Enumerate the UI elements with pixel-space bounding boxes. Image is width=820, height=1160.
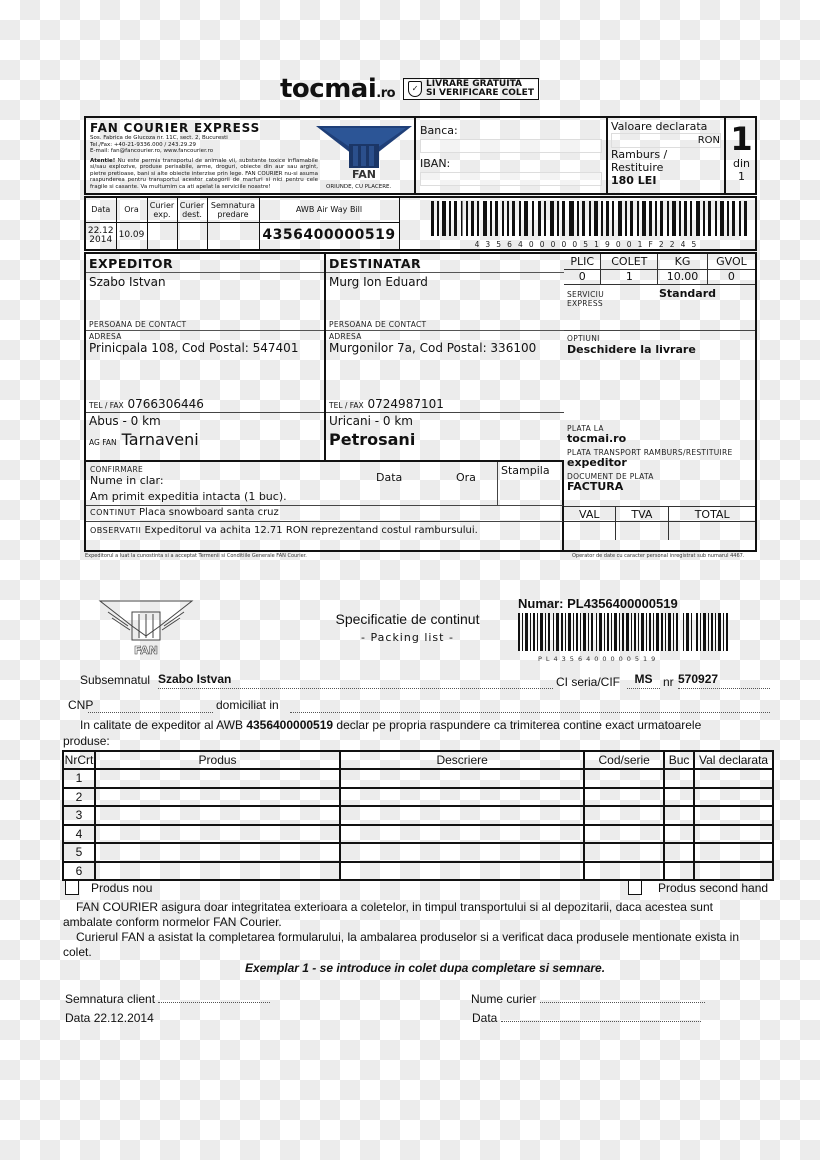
awb-parties-row xyxy=(84,252,757,552)
totals-header-val: VAL xyxy=(564,507,615,522)
notes-value: Expeditorul va achita 12.71 RON reprezentand costul rambursului. xyxy=(144,525,478,536)
statement-awb: 4356400000519 xyxy=(246,718,334,732)
totals-tva xyxy=(615,522,669,540)
packing-list-number: Numar: PL4356400000519 xyxy=(518,596,678,611)
header-awb: AWB Air Way Bill xyxy=(259,198,399,222)
table-row: 6 xyxy=(63,862,773,881)
second-hand-checkbox[interactable] xyxy=(628,880,642,899)
parcel-of-label: din xyxy=(732,157,750,170)
header-curier-dest: Curier dest. xyxy=(177,198,207,222)
package-header-plic: PLIC xyxy=(564,254,601,269)
disclaimer-1: FAN COURIER asigura doar integritatea exterioara a coletelor, in timpul transportului si al depozitarii, daca acestea sunt xyxy=(76,900,713,914)
contents-row xyxy=(86,505,564,521)
package-header-kg: KG xyxy=(658,254,708,269)
new-product-checkbox[interactable] xyxy=(65,880,79,899)
iban-field[interactable] xyxy=(420,172,602,186)
packing-list-barcode-digits: PL4356400000519 xyxy=(538,655,660,663)
col-cod-serie: Cod/serie xyxy=(584,751,664,769)
notes-label: OBSERVATII xyxy=(90,526,142,535)
bank-field[interactable] xyxy=(420,139,602,153)
awb-meta-table xyxy=(86,198,400,250)
recipient-contact-label: PERSOANA DE CONTACT xyxy=(326,320,564,331)
barcode-icon xyxy=(518,613,728,651)
awb-number: 4356400000519 xyxy=(259,222,399,249)
sender-phone: 0766306446 xyxy=(127,397,204,411)
fan-outline-logo xyxy=(98,598,194,660)
sender-agency-row: AG FAN Tarnaveni xyxy=(89,430,199,449)
totals-total xyxy=(669,522,755,540)
col-val-declarata: Val declarata xyxy=(694,751,773,769)
table-row: 1 xyxy=(63,769,773,788)
totals-header-total: TOTAL xyxy=(669,507,755,522)
confirmation-date-label: Data xyxy=(376,471,403,484)
awb-date: 22.12 2014 xyxy=(86,222,116,249)
bank-label: Banca: xyxy=(420,124,458,137)
parcel-count xyxy=(726,118,757,193)
brand-header xyxy=(280,74,539,104)
copy-note: Exemplar 1 - se introduce in colet dupa completare si semnare. xyxy=(244,961,606,975)
totals-val xyxy=(564,522,615,540)
payment-transport: expeditor xyxy=(567,456,627,469)
totals-header-tva: TVA xyxy=(615,507,669,522)
name-in-clear-label: Nume in clar: xyxy=(90,474,164,487)
checkbox-icon[interactable] xyxy=(65,880,79,895)
id-number-field[interactable]: 570927 xyxy=(678,672,770,689)
company-warning: Atentie! Nu este permis transportul de animale vii, substante toxice inflamabile si/sau explozive, produse perisabile, arme, droguri, obiecte din aur sau argint, pietre pretioase, bani si alte obiecte interzise prin lege. FAN COURIER nu-si asuma raspunderea pentru transportul acestor categorii de marfuri si nici pentru cele fragile si casante. Va multumim ca ati apelat la serviciile noastre! xyxy=(90,157,318,190)
domicile-field[interactable] xyxy=(290,697,770,713)
package-colet: 1 xyxy=(601,269,658,284)
totals-table xyxy=(564,506,755,540)
id-nr-label: nr xyxy=(663,675,674,689)
col-descriere: Descriere xyxy=(340,751,584,769)
package-header-colet: COLET xyxy=(601,254,658,269)
package-plic: 0 xyxy=(564,269,601,284)
bank-section xyxy=(414,118,606,193)
declared-value-currency: RON xyxy=(611,133,721,148)
restituire-value: --- xyxy=(611,187,625,200)
service-value: Standard xyxy=(659,287,717,300)
header-data: Data xyxy=(86,198,116,222)
col-nrcrt: NrCrt xyxy=(64,753,94,767)
tocmai-logo: tocmai.ro xyxy=(280,74,396,104)
recipient-address: Murgonilor 7a, Cod Postal: 336100 xyxy=(329,341,537,355)
client-date-row: Data 22.12.2014 xyxy=(65,1011,154,1025)
divider xyxy=(564,330,755,331)
packing-list-title-text: Specificatie de continut xyxy=(335,611,480,627)
recipient-address-label: ADRESA xyxy=(329,332,362,341)
courier-name-field[interactable] xyxy=(540,993,705,1003)
new-product-label: Produs nou xyxy=(91,881,153,895)
second-hand-label: Produs second hand xyxy=(658,881,769,895)
received-statement: Am primit expeditia intacta (1 buc). xyxy=(90,490,287,503)
checkbox-icon[interactable] xyxy=(628,880,642,895)
courier-date-row: Data xyxy=(472,1011,701,1027)
cnp-label: CNP xyxy=(68,698,94,712)
disclaimer-1b: ambalate conform normelor FAN Courier. xyxy=(63,915,282,929)
table-row: 4 xyxy=(63,825,773,844)
recipient-phone-row: TEL / FAX 0724987101 xyxy=(326,397,564,413)
package-kg: 10.00 xyxy=(658,269,708,284)
awb-barcode xyxy=(426,201,751,248)
sender-agency: Tarnaveni xyxy=(121,430,199,449)
shield-icon: ✓ xyxy=(408,81,422,97)
options-section: OPTIUNI Deschidere la livrare xyxy=(567,334,696,356)
sender-address: Prinicpala 108, Cod Postal: 547401 xyxy=(89,341,299,355)
service-section: SERVICIU EXPRESS Standard xyxy=(567,287,717,308)
disclaimer-2: Curierul FAN a asistat la completarea formularului, la ambalarea produselor si a verificat daca produsele mentionate exista in xyxy=(76,930,739,944)
fan-courier-logo xyxy=(316,124,412,190)
declared-value-label: Valoare declarata xyxy=(611,120,708,133)
id-series-field[interactable]: MS xyxy=(627,672,660,689)
barcode-icon xyxy=(426,201,751,236)
semnatura-cell xyxy=(207,222,259,249)
fan-wings-icon xyxy=(316,124,412,180)
confirmation-time-label: Ora xyxy=(456,471,476,484)
table-row: 2 xyxy=(63,788,773,807)
sender-locality: Abus - 0 km xyxy=(89,414,161,428)
awb-header-row xyxy=(84,116,757,200)
curier-exp-cell xyxy=(147,222,177,249)
sender-address-label: ADRESA xyxy=(89,332,122,341)
undersigned-field[interactable]: Szabo Istvan xyxy=(158,672,553,689)
courier-date-field[interactable] xyxy=(501,1012,701,1022)
payment-document: FACTURA xyxy=(567,480,624,493)
sender-contact-label: PERSOANA DE CONTACT xyxy=(86,320,324,331)
terms-footnote: Expeditorul a luat la cunostinta si a acceptat Termenii si Conditiile Generale FAN Courier. xyxy=(85,553,307,559)
header-semnatura: Semnatura predare xyxy=(207,198,259,222)
client-signature-row: Semnatura client xyxy=(65,992,270,1008)
package-gvol: 0 xyxy=(707,269,755,284)
operator-footnote: Operator de date cu caracter personal inregistrat sub numarul 4467. xyxy=(572,553,745,559)
statement-end: produse: xyxy=(63,734,110,748)
packing-list-subtitle: - Packing list - xyxy=(361,631,454,644)
ramburs-value: 180 LEI xyxy=(611,174,657,187)
table-row: 5 xyxy=(63,843,773,862)
header-ora: Ora xyxy=(116,198,147,222)
packing-list-barcode xyxy=(518,613,728,661)
courier-name-row: Nume curier xyxy=(471,992,705,1008)
recipient-name: Murg Ion Eduard xyxy=(329,275,428,289)
fan-wings-outline-icon xyxy=(98,598,194,660)
cnp-field[interactable] xyxy=(88,697,213,713)
sender-heading: EXPEDITOR xyxy=(86,254,324,273)
client-date: 22.12.2014 xyxy=(93,1011,154,1025)
notes-row xyxy=(86,521,564,550)
domicile-label: domiciliat in xyxy=(216,698,279,712)
iban-label: IBAN: xyxy=(420,157,451,170)
contents-value: Placa snowboard santa cruz xyxy=(139,507,279,518)
shipment-details xyxy=(564,254,755,550)
package-table xyxy=(564,254,755,285)
sender-section xyxy=(86,254,326,460)
sender-name: Szabo Istvan xyxy=(89,275,166,289)
awb-time: 10.09 xyxy=(116,222,147,249)
products-table xyxy=(62,750,774,881)
packing-list-title xyxy=(320,611,495,644)
awb-form xyxy=(84,116,757,552)
stamp-box: Stampila xyxy=(497,462,562,505)
sender-phone-row: TEL / FAX 0766306446 xyxy=(86,397,324,413)
payment-section: PLATA LA tocmai.ro PLATA TRANSPORT RAMBURS/RESTITUIRE expeditor DOCUMENT DE PLATA FACTURA xyxy=(567,424,752,496)
disclaimer-2b: colet. xyxy=(63,945,92,959)
confirmation-section xyxy=(86,460,564,505)
table-row: 3 xyxy=(63,806,773,825)
parcel-total: 1 xyxy=(738,170,745,183)
company-address: Sos. Fabrica de Glucoza nr. 11C, sect. 2, Bucuresti xyxy=(90,135,228,141)
parcel-current: 1 xyxy=(730,120,753,158)
recipient-section xyxy=(326,254,564,460)
curier-dest-cell xyxy=(177,222,207,249)
company-slogan: ORIUNDE, CU PLACERE. xyxy=(326,184,392,190)
ramburs-label: Ramburs / Restituire xyxy=(611,148,668,174)
recipient-agency: Petrosani xyxy=(329,430,416,449)
id-series-label: CI seria/CIF xyxy=(556,675,621,689)
undersigned-label: Subsemnatul xyxy=(80,673,151,687)
recipient-phone: 0724987101 xyxy=(367,397,444,411)
statement-line: In calitate de expeditor al AWB 4356400000519 declar pe propria raspundere ca trimiterea contine exact urmatoarele xyxy=(80,718,702,732)
client-signature-field[interactable] xyxy=(158,993,270,1003)
col-produs: Produs xyxy=(95,751,340,769)
svg-text:FAN: FAN xyxy=(134,644,158,657)
payment-at: tocmai.ro xyxy=(567,432,627,445)
svg-text:FAN: FAN xyxy=(352,168,376,180)
package-header-gvol: GVOL xyxy=(707,254,755,269)
col-buc: Buc xyxy=(664,751,694,769)
confirmation-label: CONFIRMARE xyxy=(90,465,144,474)
company-name: FAN COURIER EXPRESS xyxy=(90,121,261,135)
options-value: Deschidere la livrare xyxy=(567,343,696,356)
company-phone: Tel./Fax: +40-21-9336.000 / 243.29.29 xyxy=(90,141,196,148)
free-delivery-badge: ✓ LIVRARE GRATUITA SI VERIFICARE COLET xyxy=(403,78,539,100)
contents-label: CONTINUT xyxy=(90,508,136,517)
recipient-heading: DESTINATAR xyxy=(326,254,564,273)
company-email: E-mail: fan@fancourier.ro, www.fancourier.ro xyxy=(90,148,214,154)
awb-meta-row xyxy=(84,196,757,251)
header-curier-exp: Curier exp. xyxy=(147,198,177,222)
barcode-digits: 4356400000519001F2245 xyxy=(474,240,703,249)
value-section xyxy=(606,118,726,200)
recipient-locality: Uricani - 0 km xyxy=(329,414,413,428)
